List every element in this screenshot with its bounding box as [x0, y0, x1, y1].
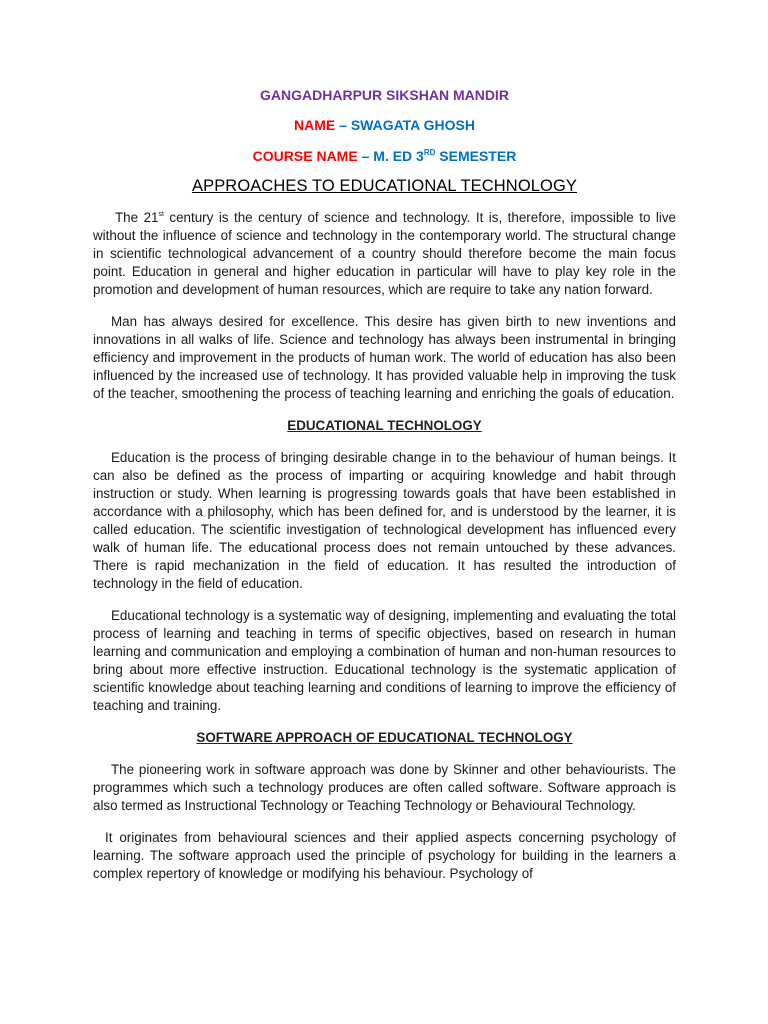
edtech-paragraph-1: Education is the process of bringing desirable change in to the behaviour of human beings. It can also be defined as the process of imparting or acquiring knowledge and habit through instruction or study. When learning is progressing towards goals that have been established in accordance with a philosophy, which has been defined for, and is understood by the learner, it is called education. The scientific investigation of technological development has influenced every walk of human life. The educational process does not remain untouched by these advances. There is rapid mechanization in the field of education. It has resulted the introduction of technology in the field of education. [93, 450, 676, 591]
section-heading-educational-technology: EDUCATIONAL TECHNOLOGY [287, 418, 482, 433]
student-name: SWAGATA GHOSH [350, 117, 475, 133]
edtech-paragraph-2: Educational technology is a systematic way of designing, implementing and evaluating the total process of learning and teaching in terms of specific objectives, based on research in human learning and communication and employing a combination of human and non-human resources to bring about more effective instruction. Educational technology is the systematic application of scientific knowledge about teaching learning and conditions of learning to improve the efficiency of teaching and training. [93, 608, 676, 713]
intro-paragraph-2: Man has always desired for excellence. This desire has given birth to new inventions and innovations in all walks of life. Science and technology has always been instrumental in bringing efficiency and improvement in the products of human work. The world of education has also been influenced by the increased use of technology. It has provided valuable help in improving the tusk of the teacher, smoothening the process of teaching learning and enriching the goals of education. [93, 314, 676, 401]
intro-p1-rest: century is the century of science and technology. It is, therefore, impossible to live without the influence of science and technology in the contemporary world. The structural change in scientific technological advancement of a country should therefore become the main focus point. Education in general and higher education in particular will have to play key role in the promotion and development of human resources, which are require to take any nation forward. [93, 210, 676, 297]
name-label: NAME [294, 117, 336, 133]
course-value: M. ED 3 [373, 148, 424, 164]
student-name-line [93, 116, 676, 134]
intro-p1-superscript: st [158, 211, 164, 218]
software-paragraph-1: The pioneering work in software approach was done by Skinner and other behaviourists. The programmes which such a technology produces are often called software. Software approach is also termed as Instructional Technology or Teaching Technology or Behavioural Technology. [93, 762, 676, 813]
course-label: COURSE NAME [252, 148, 358, 164]
course-separator: – [357, 148, 374, 164]
course-value-superscript: RD [423, 148, 436, 157]
school-name: GANGADHARPUR SIKSHAN MANDIR [260, 87, 509, 103]
course-value-semester: SEMESTER [435, 148, 517, 164]
section-heading-software-approach: SOFTWARE APPROACH OF EDUCATIONAL TECHNOLOGY [196, 730, 573, 745]
software-paragraph-2: It originates from behavioural sciences and their applied aspects concerning psychology of learning. The software approach used the principle of psychology for building in the learners a complex repertory of knowledge or modifying his behaviour. Psychology of [93, 830, 676, 881]
intro-p1-start: The 21 [115, 210, 159, 225]
intro-paragraph-1 [93, 209, 676, 299]
document-title: APPROACHES TO EDUCATIONAL TECHNOLOGY [191, 177, 578, 195]
name-separator: – [335, 117, 351, 133]
course-name-line [93, 147, 676, 165]
